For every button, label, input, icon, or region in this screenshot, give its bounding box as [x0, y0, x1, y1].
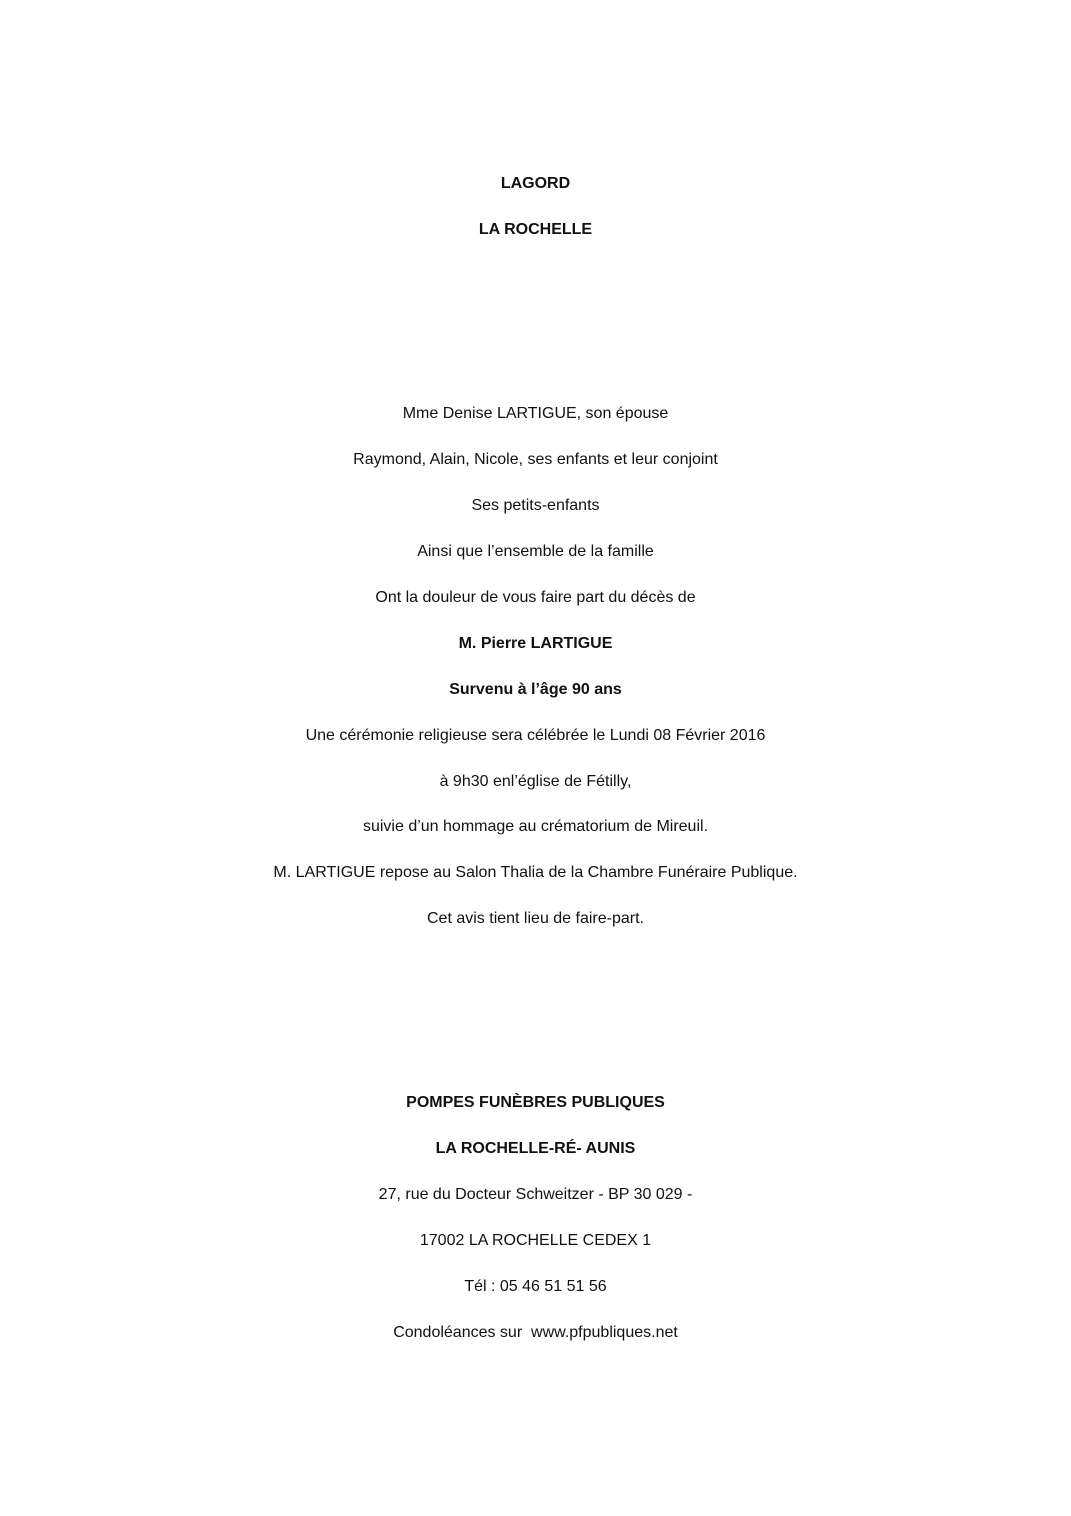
family-line: Ainsi que l’ensemble de la famille	[417, 543, 654, 560]
header-city: LA ROCHELLE	[478, 221, 593, 238]
company-phone: Tél : 05 46 51 51 56	[464, 1278, 607, 1295]
ceremony-time-line: à 9h30 enl’église de Fétilly,	[439, 773, 632, 790]
notice-intro-line: Ont la douleur de vous faire part du décès de	[375, 589, 696, 606]
company-region: LA ROCHELLE-RÉ- AUNIS	[435, 1140, 636, 1157]
company-postal: 17002 LA ROCHELLE CEDEX 1	[419, 1232, 652, 1249]
tribute-line: suivie d’un hommage au crématorium de Mireuil.	[362, 818, 709, 835]
deceased-name: M. Pierre LARTIGUE	[458, 635, 613, 652]
company-address: 27, rue du Docteur Schweitzer - BP 30 029 -	[378, 1186, 693, 1203]
children-line: Raymond, Alain, Nicole, ses enfants et leur conjoint	[353, 451, 718, 468]
grandchildren-line: Ses petits-enfants	[471, 497, 600, 514]
notice-line: Cet avis tient lieu de faire-part.	[427, 910, 644, 927]
condolences-line: Condoléances sur www.pfpubliques.net	[393, 1324, 678, 1341]
company-name: POMPES FUNÈBRES PUBLIQUES	[406, 1094, 665, 1111]
rest-location-line: M. LARTIGUE repose au Salon Thalia de la Chambre Funéraire Publique.	[273, 864, 798, 881]
age-line: Survenu à l’âge 90 ans	[449, 681, 622, 698]
ceremony-date-line: Une cérémonie religieuse sera célébrée le Lundi 08 Février 2016	[305, 727, 766, 744]
header-town: LAGORD	[500, 175, 571, 192]
spouse-line: Mme Denise LARTIGUE, son épouse	[402, 405, 669, 422]
